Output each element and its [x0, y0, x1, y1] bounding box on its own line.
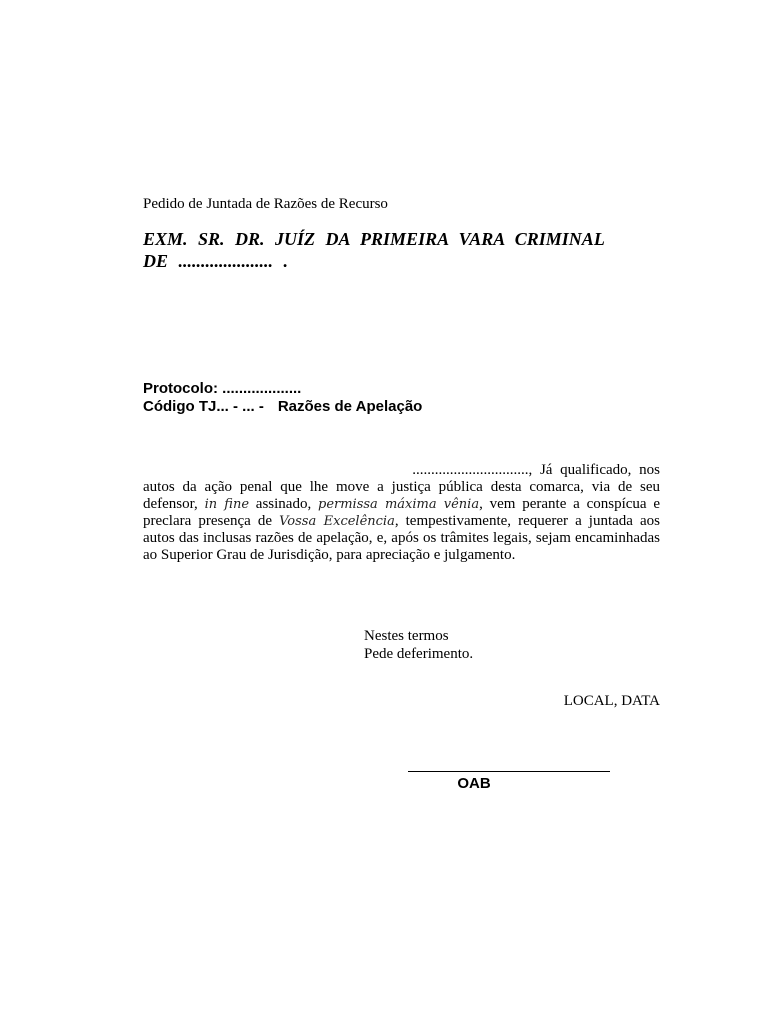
signature-line [408, 771, 610, 772]
court-code: Código TJ... - ... - [143, 398, 264, 415]
body-part-1: autos da ação penal que lhe move a justiça pública desta comarca, via de seu defensor, [143, 479, 660, 512]
signature-label: OAB [457, 775, 491, 792]
addressee-line-2: DE ..................... . [143, 251, 289, 271]
closing-line-2: Pede deferimento. [364, 646, 474, 662]
addressee-line-1: EXM. SR. DR. JUÍZ DA PRIMEIRA VARA CRIMINAL [143, 229, 605, 249]
honorific-vossa-excelencia: Vossa Excelência [279, 514, 395, 529]
petition-body [143, 462, 660, 564]
closing-line-1: Nestes termos [364, 628, 449, 644]
body-lead-line: ..............................., Já qualificado, nos [412, 462, 660, 478]
document-title: Pedido de Juntada de Razões de Recurso [143, 196, 388, 212]
court-code-line [143, 398, 422, 416]
latin-term-in-fine: in fine [204, 497, 250, 512]
closing-block [364, 627, 473, 663]
protocol-number: Protocolo: ................... [143, 380, 302, 397]
body-part-2: assinado, [255, 496, 312, 512]
place-and-date: LOCAL, DATA [563, 693, 660, 709]
petition-subject: Razões de Apelação [277, 398, 423, 415]
addressee-heading [143, 228, 659, 272]
latin-term-permissa: permissa máxima vênia [318, 497, 480, 512]
body-part-4: , tempestivamente, requerer a juntada aos autos das inclusas razões de apelação, e, após os trâmites legais, sejam encaminhadas ao Superior Grau de Jurisdição, para apreciação e julgamento. [143, 513, 660, 563]
body-part-3: , vem perante a conspícua e preclara presença de [143, 496, 660, 529]
